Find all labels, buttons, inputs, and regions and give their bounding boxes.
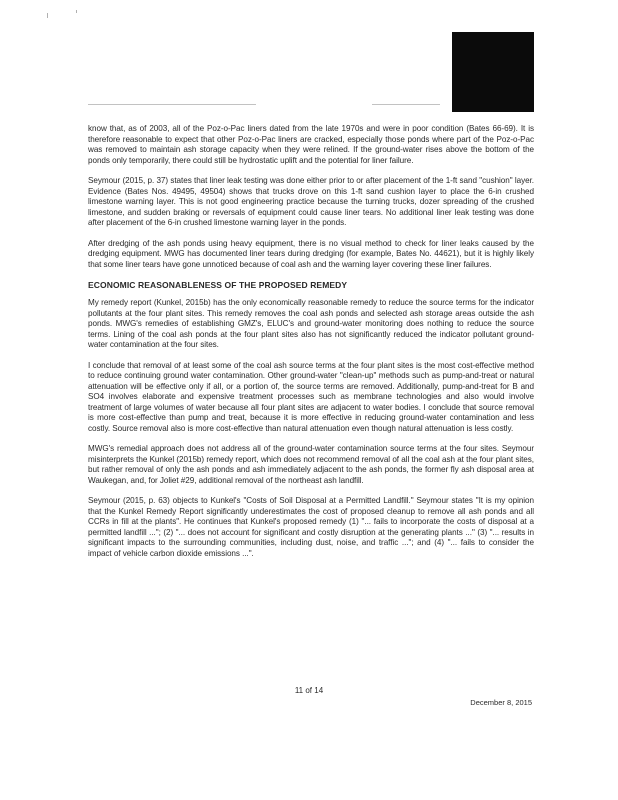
header-rule-right xyxy=(372,104,440,105)
document-body xyxy=(88,124,534,559)
paragraph: I conclude that removal of at least some of the coal ash source terms at the four plant sites is the most cost-effective method to reduce continuing ground water contamination. Other ground-water "clean-up" methods such as pump-and-treat or natural attenuation will be effective only if all, or a portion of, the source terms are removed. Additionally, pump-and-treat for B and SO4 involves elaborate and expensive treatment processes such as membrane technologies and also would involve treatment of large volumes of water because all four plant sites are adjacent to water bodies. I conclude that source removal is more cost-effective than pump and treat, because it is more effective in reducing ground-water contamination and less costly. Source removal also is more cost-effective than natural attenuation even though natural attenuation is less costly. xyxy=(88,360,534,433)
page-number: 11 of 14 xyxy=(294,686,324,695)
paragraph: Seymour (2015, p. 37) states that liner leak testing was done either prior to or after placement of the 1-ft sand "cushion" layer. Evidence (Bates Nos. 49495, 49504) shows that trucks drove on this 1-ft sand cushion layer to place the 6-in crushed limestone warning layer. This is not good engineering practice because the turning trucks, dozer spreading of the crushed limestone, and sudden braking or reversals of equipment could cause liner tears. No additional liner leak testing was done after placement of the 6-in crushed limestone warning layer in the ponds. xyxy=(88,176,534,227)
paragraph: After dredging of the ash ponds using heavy equipment, there is no visual method to check for liner leaks caused by the dredging equipment. MWG has documented liner tears during dredging (for example, Bates No. 44621), but it is highly likely that some liner tears have gone unnoticed because of coal ash and the warning layer covering these liner failures. xyxy=(88,238,534,269)
redaction-block xyxy=(452,32,534,112)
header-rule-left xyxy=(88,104,256,105)
paragraph: know that, as of 2003, all of the Poz-o-Pac liners dated from the late 1970s and were in poor condition (Bates 66-69). It is therefore reasonable to expect that other Poz-o-Pac liners are cracked, especially those ponds where part of the Poz-o-Pac was removed to maintain ash storage capacity when they were relined. If the ground-water rises above the bottom of the ponds only temporarily, there could still be hydrostatic uplift and the potential for liner failure. xyxy=(88,124,534,165)
paragraph: Seymour (2015, p. 63) objects to Kunkel's "Costs of Soil Disposal at a Permitted Landfill." Seymour states "It is my opinion that the Kunkel Remedy Report significantly underestimates the cost of proposed cleanup to remove all ash ponds and all CCRs in fill at the plants". He continues that Kunkel's proposed remedy (1) "... fails to incorporate the costs of disposal at a permitted landfill ..."; (2) "... does not account for significant and costly disruption at the generating plants ..." (3) "... results in significant impacts to the surrounding communities, including dust, noise, and traffic ..."; and (4) "... fails to consider the impact of vehicle carbon dioxide emissions ...". xyxy=(88,496,534,558)
scan-speck xyxy=(76,10,77,13)
section-heading: ECONOMIC REASONABLENESS OF THE PROPOSED REMEDY xyxy=(88,280,348,290)
footer-date: December 8, 2015 xyxy=(470,698,532,707)
paragraph: My remedy report (Kunkel, 2015b) has the only economically reasonable remedy to reduce the source terms for the indicator pollutants at the four plant sites. This remedy removes the coal ash ponds and selected ash storage areas outside the ash ponds. MWG's remedies of establishing GMZ's, ELUC's and ground-water monitoring does nothing to reduce the source terms. Lining of the coal ash ponds at the four plant sites also has not significantly reduced the indicator pollutant ground-water contamination at the four sites. xyxy=(88,298,534,349)
paragraph: MWG's remedial approach does not address all of the ground-water contamination source terms at the four sites. Seymour misinterprets the Kunkel (2015b) remedy report, which does not recommend removal of all the coal ash at the four plant sites, but rather removal of only the ash ponds and ash immediately adjacent to the ash ponds, the former fly ash disposal area at Waukegan, and, for Joliet #29, additional removal of the northeast ash landfill. xyxy=(88,444,534,485)
scan-speck xyxy=(47,13,48,18)
